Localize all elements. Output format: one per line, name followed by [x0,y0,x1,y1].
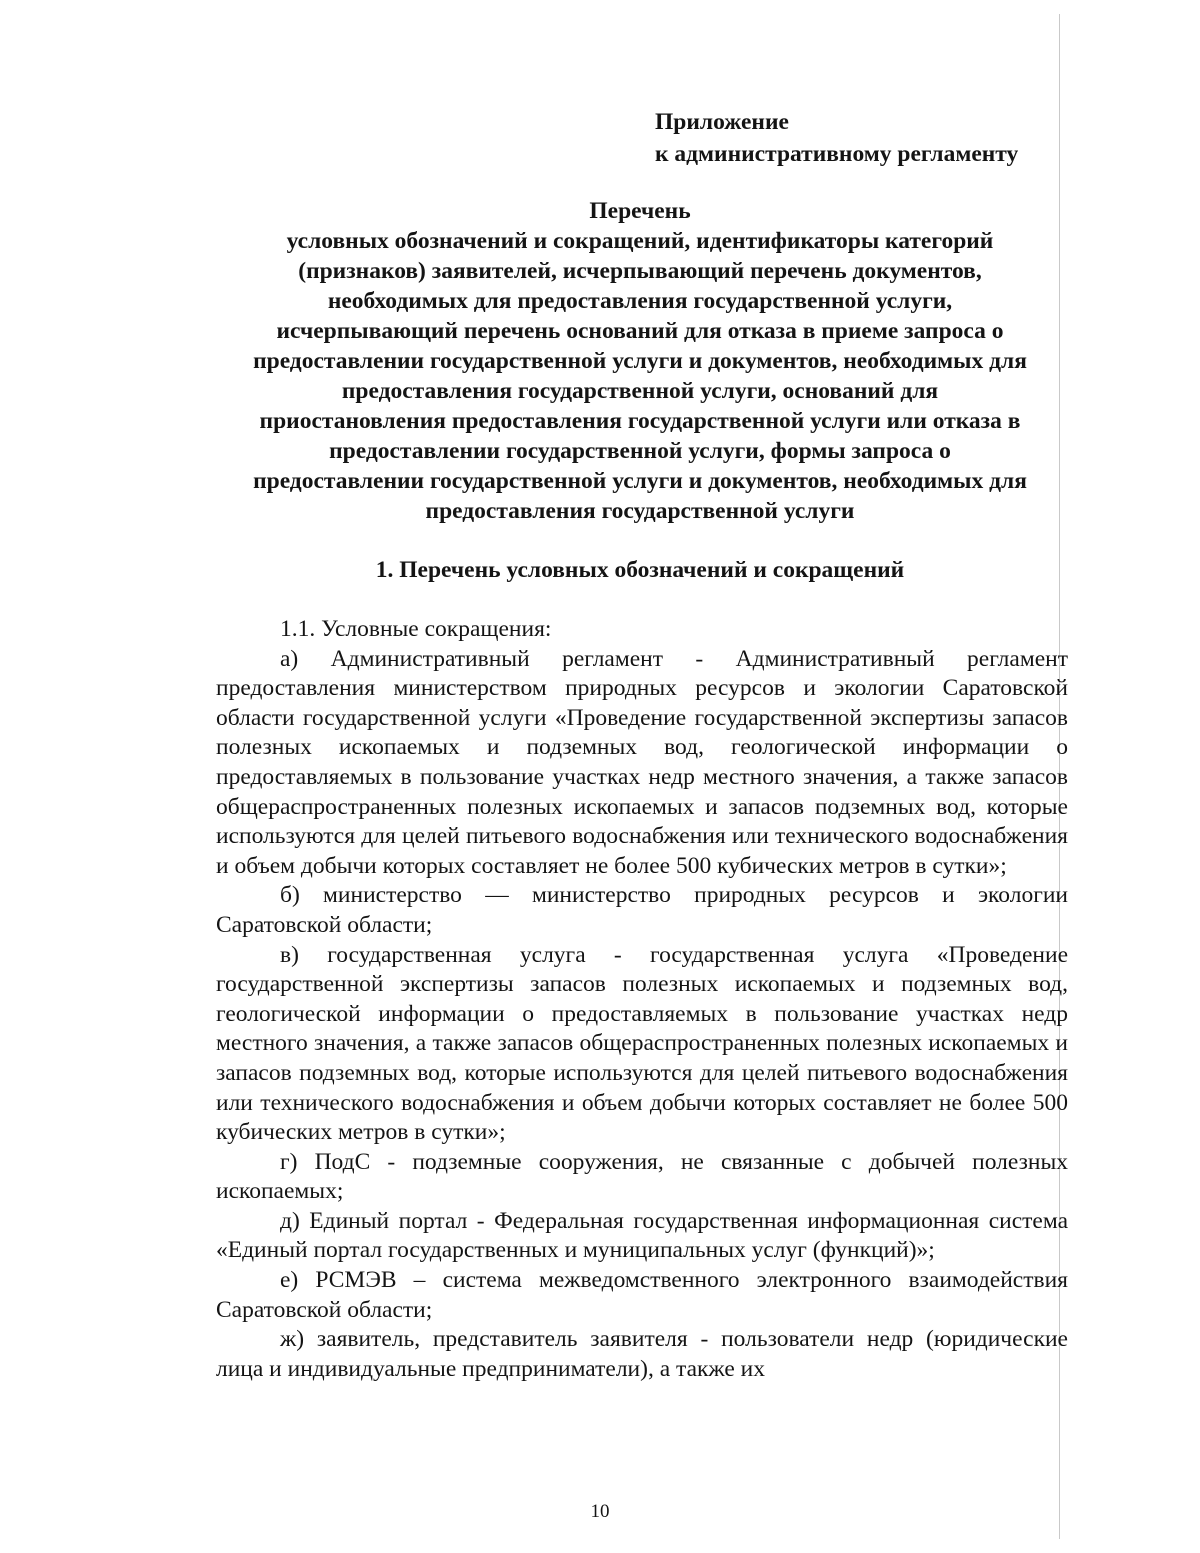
title-line: условных обозначений и сокращений, идентификаторы категорий [286,228,994,254]
list-item: б) министерство — министерство природных ресурсов и экологии Саратовской области; [216,882,1068,938]
title-line: предоставлении государственной услуги, формы запроса о [329,438,951,464]
title-line: предоставлении государственной услуги и документов, необходимых для [253,348,1027,374]
page-number: 10 [590,1501,610,1522]
list-item: е) РСМЭВ – система межведомственного электронного взаимодействия Саратовской области; [216,1267,1068,1323]
list-item: в) государственная услуга - государственная услуга «Проведение государственной экспертизы запасов полезных ископаемых и подземных вод, геологической информации о предоставляемых в пользование участках недр местного значения, а также запасов общераспространенных полезных ископаемых и запасов подземных вод, которые используются для целей питьевого водоснабжения или технического водоснабжения и объем добычи которых составляет не более 500 кубических метров в сутки»; [216,941,1068,1146]
section-body [216,615,1068,1384]
title-line: приостановления предоставления государственной услуги или отказа в [259,408,1021,434]
title-heading: Перечень [589,198,691,224]
title-line: предоставлении государственной услуги и документов, необходимых для [253,468,1027,494]
document-title [195,196,1085,526]
list-item: д) Единый портал - Федеральная государственная информационная система «Единый портал государственных и муниципальных услуг (функций)»; [216,1207,1068,1264]
appendix-subtitle: к административному регламенту [655,141,1019,167]
list-item: а) Административный регламент - Административный регламент предоставления министерством природных ресурсов и экологии Саратовской области государственной услуги «Проведение государственной экспертизы запасов полезных ископаемых и подземных вод, геологической информации о предоставляемых в пользование участках недр местного значения, а также запасов общераспространенных полезных ископаемых и запасов подземных вод, которые используются для целей питьевого водоснабжения или технического водоснабжения и объем добычи которых составляет не более 500 кубических метров в сутки»; [216,645,1068,879]
title-line: (признаков) заявителей, исчерпывающий перечень документов, [298,258,982,284]
list-item: г) ПодС - подземные сооружения, не связанные с добычей полезных ископаемых; [216,1148,1068,1205]
title-line: предоставления государственной услуги [425,498,855,524]
subsection-heading: 1.1. Условные сокращения: [280,616,552,642]
title-line: необходимых для предоставления государственной услуги, [327,288,953,314]
appendix-title: Приложение [655,109,789,135]
section-heading: 1. Перечень условных обозначений и сокращений [375,557,905,583]
title-line: исчерпывающий перечень оснований для отказа в приеме запроса о [276,318,1004,344]
appendix-header [655,106,1018,170]
title-line: предоставления государственной услуги, оснований для [341,378,939,404]
list-item: ж) заявитель, представитель заявителя - пользователи недр (юридические лица и индивидуальные предприниматели), а также их [216,1326,1068,1382]
